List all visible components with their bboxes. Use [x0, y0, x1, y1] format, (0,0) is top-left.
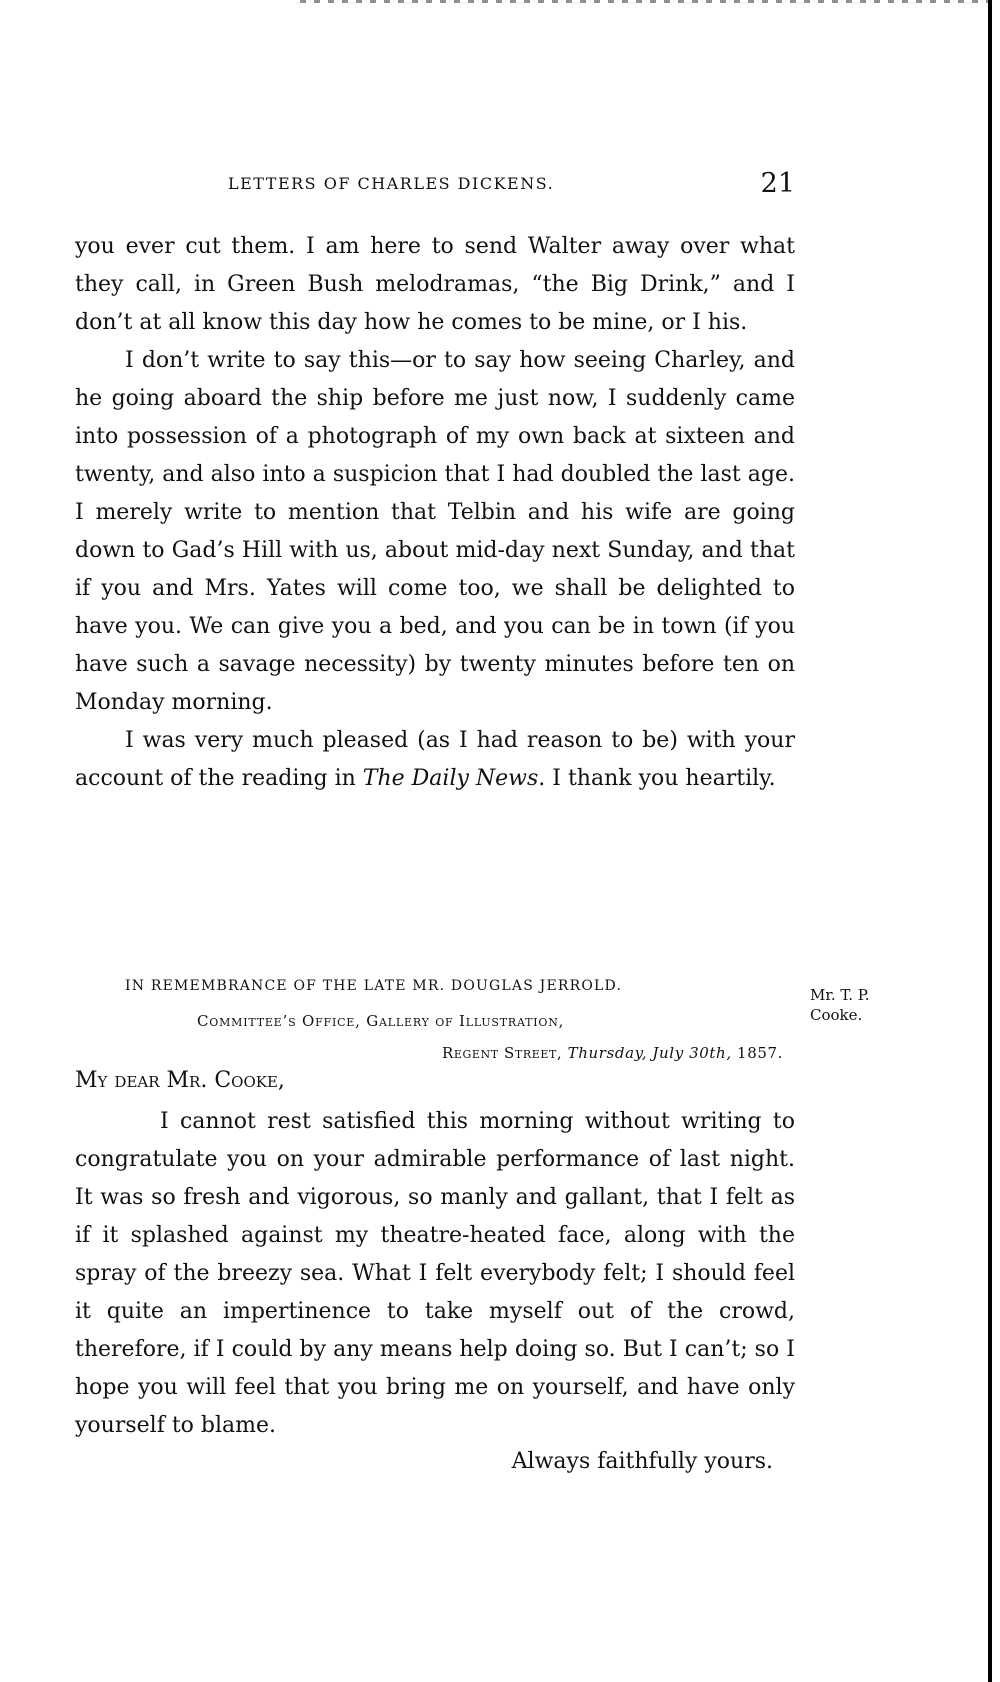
paragraph [75, 722, 795, 798]
letter-body [75, 1103, 795, 1445]
paragraph: you ever cut them. I am here to send Walter away over what they call, in Green Bush melodramas, “the Big Drink,” and I don’t at all know this day how he comes to be mine, or I his. [75, 234, 795, 335]
paragraph-text: . I thank you heartily. [538, 766, 776, 791]
paragraph: I don’t write to say this—or to say how seeing Charley, and he going aboard the ship before me just now, I suddenly came into possession of a photograph of my own back at sixteen and twenty, and also into a suspicion that I had doubled the last age. I merely write to mention that Telbin and his wife are going down to Gad’s Hill with us, about mid-day next Sunday, and that if you and Mrs. Yates will come too, we shall be delighted to have you. We can give you a bed, and you can be in town (if you have such a savage necessity) by twenty minutes before ten on Monday morning. [75, 348, 795, 715]
paragraph: I cannot rest satisfied this morning without writing to congratulate you on your admirable performance of last night. It was so fresh and vigorous, so manly and gallant, that I felt as if it splashed against my theatre-heated face, along with the spray of the breezy sea. What I felt everybody felt; I should feel it quite an impertinence to take myself out of the crowd, therefore, if I could by any means help doing so. But I can’t; so I hope you will feel that you bring me on yourself, and have only yourself to blame. [75, 1109, 795, 1438]
newspaper-title: The Daily News [362, 766, 539, 791]
address-date: Thursday, July 30th, [567, 1044, 732, 1062]
closing: Always faithfully yours. [511, 1449, 773, 1474]
letter-address: Committee’s Office, Gallery of Illustration, [197, 1012, 565, 1030]
letter-continuation [75, 228, 795, 798]
paragraph-text: I was very much pleased (as I had reason to be) with your account of the reading in [75, 728, 795, 791]
page-header [210, 168, 795, 208]
page-top-edge [300, 0, 1000, 3]
page-number: 21 [760, 168, 795, 199]
salutation: My dear Mr. Cooke, [75, 1068, 285, 1093]
letter-date [75, 1044, 795, 1062]
running-head: LETTERS OF CHARLES DICKENS. [228, 174, 555, 193]
address-street: Regent Street, [441, 1044, 568, 1062]
letter [75, 978, 795, 1474]
margin-note-recipient: Mr. T. P. Cooke. [810, 986, 870, 1024]
page-right-edge [988, 0, 992, 1682]
address-year: 1857. [731, 1044, 783, 1062]
letter-heading: IN REMEMBRANCE OF THE LATE MR. DOUGLAS JERROLD. [125, 978, 623, 994]
